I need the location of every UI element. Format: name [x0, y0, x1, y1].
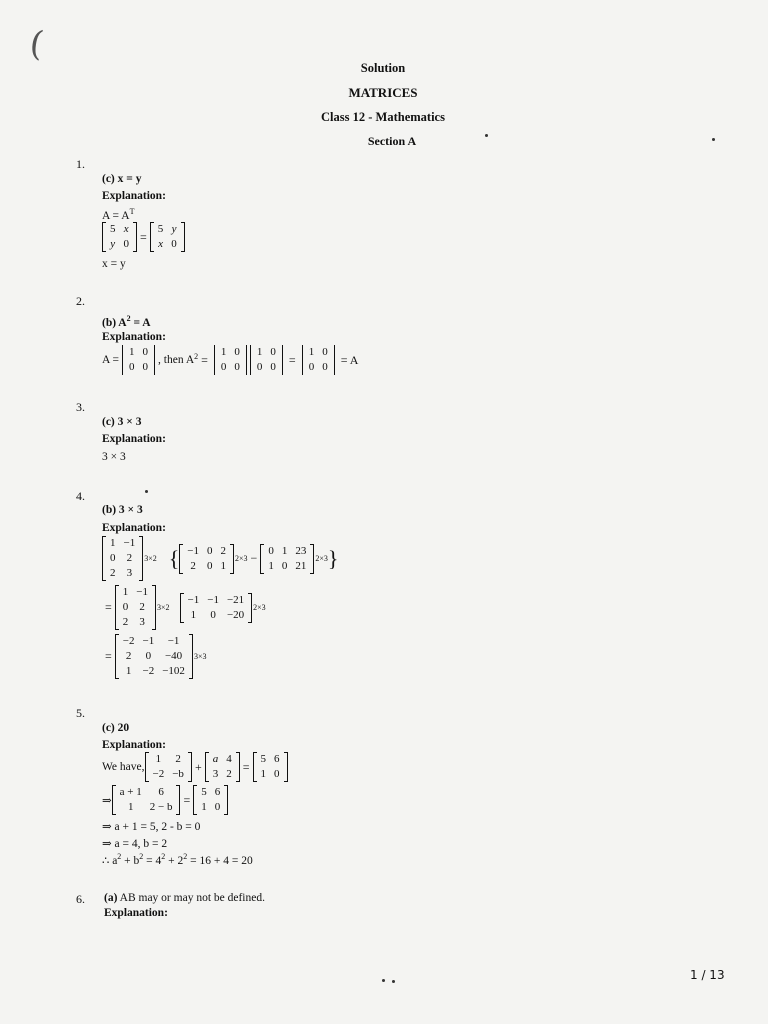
step: ⇒ a = 4, b = 2 — [102, 838, 168, 850]
matrix-cell: −2 — [152, 768, 165, 780]
matrix-equation — [102, 222, 185, 252]
matrix — [205, 752, 240, 782]
matrix-cell: −b — [172, 768, 184, 780]
matrix-cell: 0 — [322, 346, 328, 358]
speck — [392, 980, 395, 983]
matrix-cell: −1 — [123, 537, 136, 549]
matrix — [112, 785, 181, 815]
matrix-cell: −2 — [142, 665, 155, 677]
answer — [102, 314, 151, 329]
answer-text: = A — [130, 316, 151, 329]
matrix-cell: 0 — [122, 601, 129, 613]
equals-sign: = — [201, 352, 208, 367]
equation — [102, 207, 134, 222]
explanation-label: Explanation: — [104, 907, 168, 919]
equals-sign: = — [183, 792, 191, 807]
matrix-cell: 1 — [110, 537, 116, 549]
matrix-cell: 0 — [142, 361, 149, 373]
matrix-cell: −20 — [226, 608, 245, 621]
matrix — [115, 585, 156, 630]
matrix-cell: 2 — [125, 650, 132, 662]
matrix — [102, 222, 137, 252]
matrix-cell: 2 — [190, 559, 196, 572]
matrix-cell: 5 — [157, 223, 164, 235]
matrix-cell: 2 − b — [149, 801, 173, 813]
superscript: 2 — [117, 852, 122, 861]
matrix-cell: 2 — [220, 544, 227, 557]
matrix-cell: 4 — [226, 753, 232, 765]
matrix-cell: 0 — [207, 544, 213, 557]
question-number: 6. — [76, 892, 85, 906]
matrix-cell: 0 — [270, 361, 276, 373]
speck — [145, 490, 148, 493]
question-number: 2. — [76, 294, 85, 308]
matrix-cell: 2 — [126, 552, 133, 564]
matrix-cell: 1 — [220, 346, 227, 358]
step-text: + b — [121, 854, 140, 867]
matrix-cell: 0 — [210, 608, 216, 621]
answer-text: (b) A — [102, 316, 127, 329]
step-text: ∴ a — [102, 854, 118, 867]
matrix-cell: 2 — [139, 601, 145, 613]
matrix-cell: −1 — [187, 544, 200, 557]
matrix-cell: 0 — [234, 346, 240, 358]
matrix — [145, 752, 192, 782]
matrix-order: 2×3 — [253, 603, 266, 612]
plus-sign: + — [194, 759, 202, 774]
matrix — [102, 536, 143, 581]
matrix-cell: −102 — [162, 665, 185, 677]
matrix-cell: 0 — [142, 346, 149, 358]
matrix-cell: y — [110, 238, 116, 250]
matrix-cell: 1 — [127, 801, 134, 813]
explanation-label: Explanation: — [102, 739, 166, 751]
speck — [712, 138, 715, 141]
matrix-cell: 6 — [158, 786, 164, 798]
matrix-cell: 0 — [145, 650, 152, 662]
speck — [382, 979, 385, 982]
answer: (b) 3 × 3 — [102, 504, 143, 516]
step — [102, 852, 253, 867]
matrix-cell: a + 1 — [119, 786, 142, 798]
doc-heading-topic: MATRICES — [348, 85, 418, 100]
matrix-cell: −1 — [167, 635, 180, 647]
matrix-cell: x — [158, 238, 163, 250]
matrix-cell: 0 — [322, 361, 328, 373]
step: ⇒ a + 1 = 5, 2 - b = 0 — [102, 821, 201, 833]
matrix-cell: −1 — [142, 635, 155, 647]
matrix-cell: 6 — [274, 753, 280, 765]
matrix-cell: 0 — [207, 559, 213, 572]
superscript: T — [129, 207, 135, 216]
matrix-order: 2×3 — [315, 554, 328, 563]
doc-heading-solution: Solution — [360, 61, 406, 75]
matrix — [180, 593, 253, 623]
superscript: 2 — [194, 351, 199, 361]
eq-text: , then A — [158, 354, 195, 366]
matrix-order: 2×3 — [235, 554, 248, 563]
explanation-label: Explanation: — [102, 522, 166, 534]
eq-text: A = A — [102, 209, 130, 222]
matrix-cell: 2 — [175, 753, 181, 765]
matrix-cell: 0 — [270, 346, 276, 358]
matrix-cell: 1 — [308, 346, 315, 358]
matrix — [122, 345, 155, 375]
explanation-label: Explanation: — [102, 190, 166, 202]
matrix-cell: 0 — [110, 552, 116, 564]
result: 3 × 3 — [102, 451, 126, 463]
explanation-label: Explanation: — [102, 433, 166, 445]
matrix-cell: 0 — [129, 361, 135, 373]
matrix-cell: y — [171, 223, 177, 235]
answer: (c) 20 — [102, 722, 130, 734]
answer — [104, 892, 265, 904]
page-number: 1 / 13 — [690, 968, 725, 982]
answer: (c) x = y — [102, 173, 142, 185]
matrix-order: 3×3 — [193, 652, 207, 661]
result: x = y — [102, 258, 126, 270]
matrix-cell: 3 — [126, 567, 133, 579]
superscript: 2 — [139, 852, 144, 861]
pen-mark: ( — [27, 23, 46, 65]
matrix-equation — [102, 585, 266, 630]
matrix — [193, 785, 228, 815]
matrix-cell: −1 — [187, 593, 200, 606]
matrix-cell: 5 — [110, 223, 116, 235]
matrix-equation — [102, 345, 361, 375]
doc-heading-class: Class 12 - Mathematics — [321, 110, 445, 124]
equals-sign: = — [105, 600, 112, 614]
matrix-order: 3×2 — [144, 554, 157, 563]
matrix — [214, 345, 247, 375]
answer-text: AB may or may not be defined. — [117, 892, 265, 904]
matrix-cell: 0 — [308, 361, 315, 373]
matrix — [150, 222, 185, 252]
matrix-cell: 5 — [201, 786, 207, 798]
minus-sign: − — [250, 551, 258, 565]
eq-end: = A — [340, 352, 359, 367]
superscript: 2 — [126, 314, 131, 323]
matrix-cell: 0 — [123, 238, 129, 250]
matrix-cell: 5 — [260, 753, 266, 765]
superscript: 2 — [161, 852, 166, 861]
matrix-cell: 0 — [234, 361, 240, 373]
matrix — [179, 544, 234, 574]
matrix-cell: −40 — [164, 650, 183, 662]
matrix — [260, 544, 314, 574]
matrix-cell: 6 — [214, 786, 221, 798]
matrix-cell: 1 — [256, 346, 263, 358]
matrix-cell: 2 — [122, 616, 129, 628]
matrix-cell: 0 — [274, 768, 280, 780]
eq-text: We have, — [102, 761, 145, 773]
step-text: = 16 + 4 = 20 — [187, 854, 253, 867]
equals-sign: = — [105, 649, 112, 663]
matrix-cell: 1 — [190, 608, 197, 621]
matrix-cell: −1 — [136, 586, 148, 598]
matrix-cell: 3 — [139, 616, 145, 628]
matrix-cell: 1 — [268, 559, 274, 572]
step-text: + 2 — [165, 854, 184, 867]
matrix-order: 3×2 — [157, 603, 170, 612]
matrix-cell: a — [212, 753, 219, 765]
matrix — [253, 752, 288, 782]
matrix-cell: 1 — [260, 768, 266, 780]
matrix-cell: 1 — [201, 801, 207, 813]
matrix-equation: 1 −1 0 2 2 3 3×2 { −1 0 2 2 0 1 2×3 − 0 1 23 1 0 21 2×3 } — [102, 536, 338, 581]
matrix-cell: 0 — [281, 559, 288, 572]
matrix-cell: −21 — [226, 593, 245, 606]
matrix-cell: 0 — [256, 361, 263, 373]
matrix-cell: 1 — [220, 559, 227, 572]
matrix-cell: 0 — [171, 238, 177, 250]
matrix-cell: 21 — [295, 559, 307, 572]
doc-heading-section: Section A — [367, 134, 417, 148]
matrix-cell: 1 — [129, 346, 135, 358]
equals-sign: = — [288, 352, 296, 367]
matrix-cell: 1 — [125, 665, 132, 677]
matrix-cell: 3 — [212, 768, 219, 780]
matrix-cell: 0 — [214, 801, 221, 813]
matrix-cell: −2 — [122, 635, 135, 647]
matrix-cell: 1 — [155, 753, 162, 765]
question-number: 1. — [76, 157, 85, 171]
equals-sign: = — [242, 759, 250, 774]
matrix-cell: 1 — [281, 544, 288, 557]
matrix-cell: 0 — [268, 544, 274, 557]
matrix-equation — [102, 785, 228, 815]
matrix — [302, 345, 335, 375]
matrix-cell: −1 — [207, 593, 219, 606]
answer-letter: (a) — [104, 892, 118, 904]
matrix-equation — [102, 752, 288, 782]
matrix — [115, 634, 193, 679]
step-text: = 4 — [143, 854, 162, 867]
question-number: 3. — [76, 400, 85, 414]
matrix-cell: 1 — [122, 586, 129, 598]
matrix-cell: 0 — [220, 361, 227, 373]
explanation-label: Explanation: — [102, 331, 166, 343]
matrix — [250, 345, 283, 375]
implies-sign: ⇒ — [102, 795, 112, 807]
answer: (c) 3 × 3 — [102, 416, 142, 428]
matrix-cell: x — [123, 223, 129, 235]
question-number: 5. — [76, 706, 85, 720]
equals-sign: = — [140, 229, 147, 244]
eq-text: A = — [102, 354, 120, 366]
matrix-cell: 23 — [295, 544, 307, 557]
matrix-cell: 2 — [110, 567, 116, 579]
superscript: 2 — [183, 852, 188, 861]
matrix-equation — [102, 634, 206, 679]
question-number: 4. — [76, 489, 85, 503]
speck — [485, 134, 488, 137]
matrix-cell: 2 — [226, 768, 232, 780]
